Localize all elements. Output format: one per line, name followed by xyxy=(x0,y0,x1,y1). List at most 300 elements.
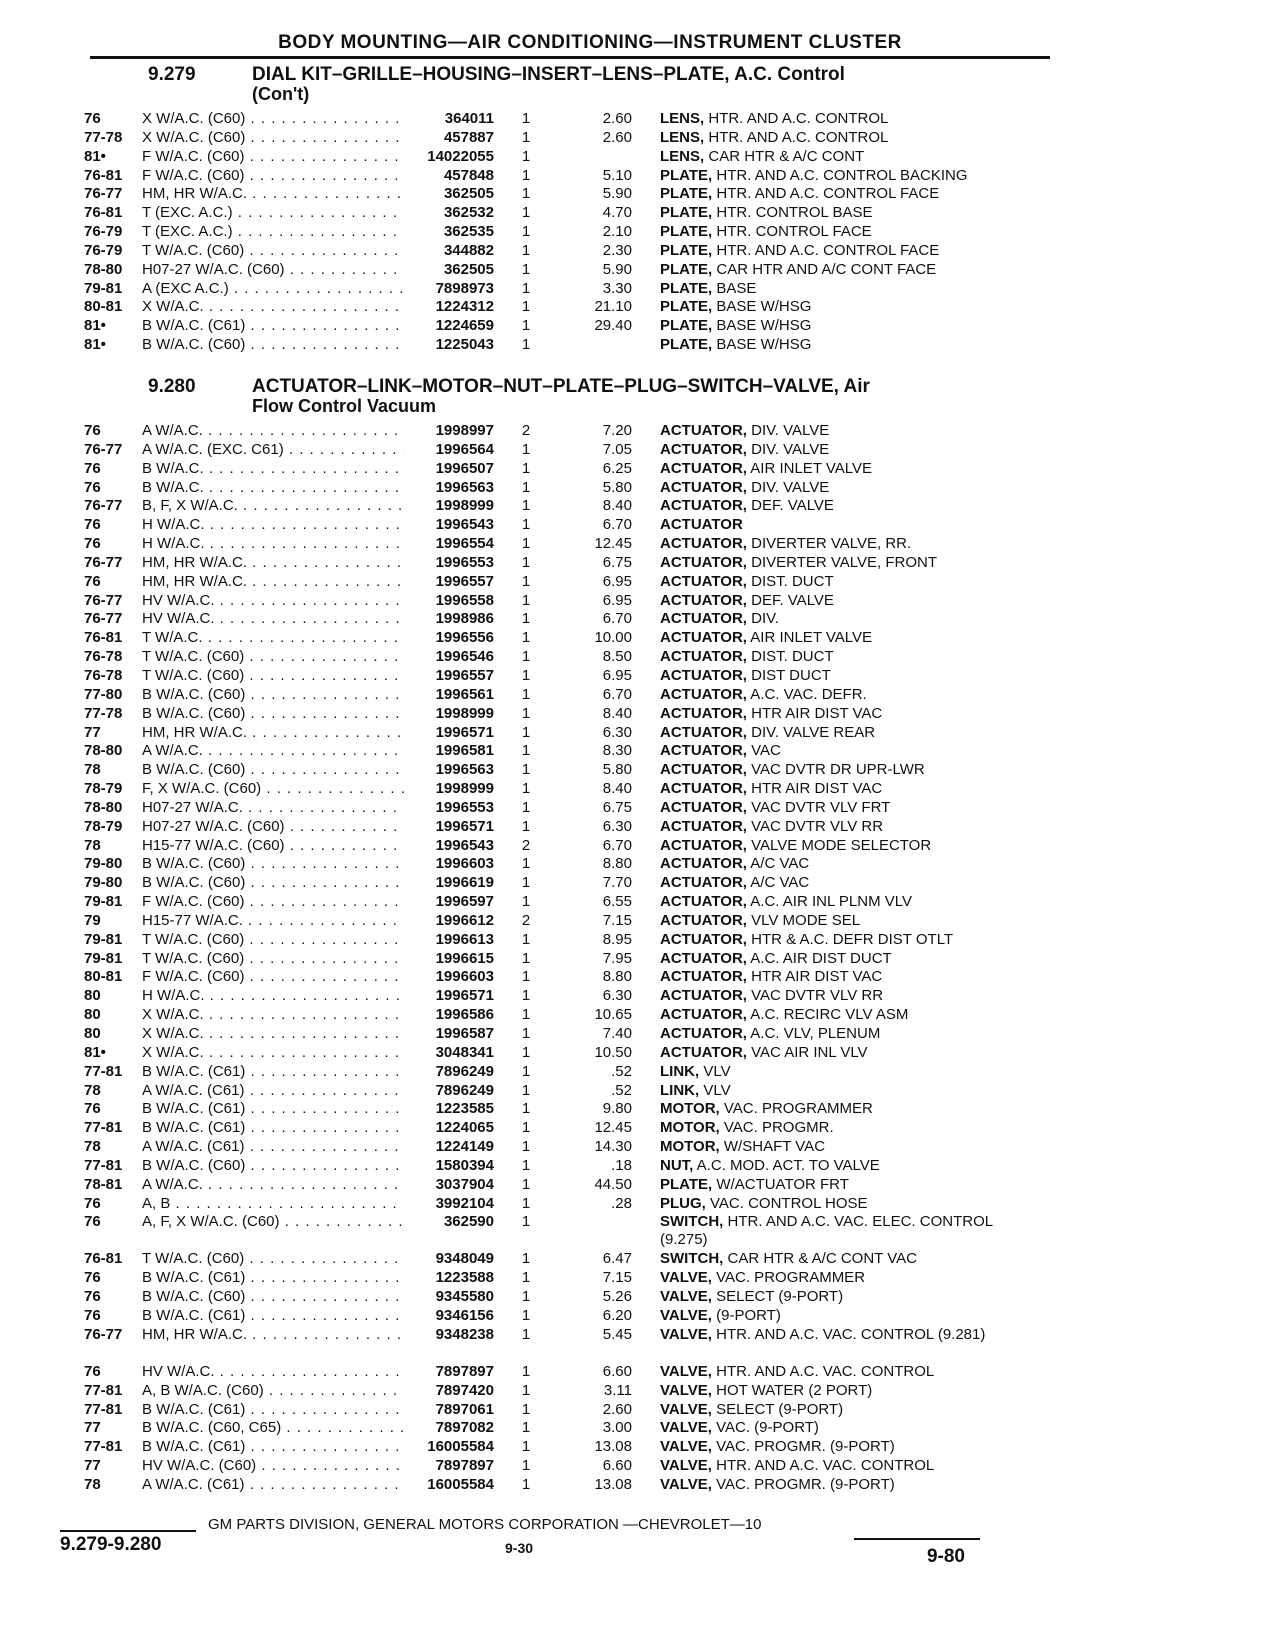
quantity: 1 xyxy=(521,110,531,127)
vehicle-application: T W/A.C. (C60) . . . xyxy=(142,648,487,666)
model-years: 76 xyxy=(84,1269,101,1287)
part-name-detail: HTR & A.C. DEFR DIST OTLT xyxy=(746,930,954,948)
part-number: 1996561 xyxy=(404,686,494,704)
part-name xyxy=(660,780,1040,798)
part-name-detail: VLV xyxy=(699,1081,731,1099)
model-years: 76-78 xyxy=(84,666,123,684)
quantity: 1 xyxy=(521,241,531,259)
part-name xyxy=(660,893,1040,911)
part-number: 1996613 xyxy=(404,931,494,949)
quantity: 1 xyxy=(521,1325,531,1343)
page-title: BODY MOUNTING—AIR CONDITIONING—INSTRUMENT CLUSTER xyxy=(278,32,902,53)
model-years: 77-81 xyxy=(84,1119,123,1137)
part-name xyxy=(660,761,1040,779)
model-years: 80 xyxy=(84,1006,101,1024)
part-row xyxy=(84,573,1044,592)
part-name xyxy=(660,629,1040,647)
vehicle-application: HM, HR W/A.C. . . . xyxy=(142,1326,487,1344)
model-years: 76-81 xyxy=(84,166,123,184)
quantity: 1 xyxy=(521,893,531,911)
part-number: 1996587 xyxy=(404,1025,494,1043)
quantity: 1 xyxy=(521,704,531,722)
price: 5.90 xyxy=(602,260,632,278)
part-number: 1996597 xyxy=(404,893,494,911)
quantity: 1 xyxy=(521,128,531,146)
quantity: 1 xyxy=(521,1438,531,1456)
model-years: 76 xyxy=(84,1288,101,1306)
vehicle-application: B W/A.C. (C61) . . . xyxy=(142,1269,487,1287)
part-number: 1998999 xyxy=(404,497,494,515)
part-name-item: ACTUATOR, xyxy=(660,572,747,590)
part-name-detail: HTR AIR DIST VAC xyxy=(746,968,883,986)
part-name-detail: VAC xyxy=(746,742,781,760)
part-name-detail: HTR. AND A.C. CONTROL xyxy=(704,110,889,127)
part-row xyxy=(84,968,1044,987)
part-row xyxy=(84,1326,1044,1363)
quantity: 1 xyxy=(521,147,531,165)
part-name-detail: HTR. CONTROL FACE xyxy=(712,223,872,241)
price: 5.45 xyxy=(602,1325,632,1343)
vehicle-application: HM, HR W/A.C. . . . xyxy=(142,554,487,572)
vehicle-application: B W/A.C. (C61) . . . xyxy=(142,1307,487,1325)
vehicle-application: X W/A.C. . . . xyxy=(142,1044,487,1062)
vehicle-application: T (EXC. A.C.) . . . xyxy=(142,204,487,222)
quantity: 1 xyxy=(521,204,531,222)
quantity: 2 xyxy=(521,422,531,439)
part-name xyxy=(660,1457,1040,1475)
part-name-item: ACTUATOR, xyxy=(660,591,747,609)
part-row xyxy=(84,592,1044,611)
quantity: 1 xyxy=(521,478,531,496)
part-row xyxy=(84,167,1044,186)
part-number: 362532 xyxy=(404,204,494,222)
part-name xyxy=(660,167,1040,185)
part-name-detail: VALVE MODE SELECTOR xyxy=(746,836,932,854)
part-name-item: MOTOR, xyxy=(660,1138,720,1156)
vehicle-application: B W/A.C. (C61) . . . xyxy=(142,1119,487,1137)
price: 2.60 xyxy=(602,128,632,146)
part-name xyxy=(660,573,1040,591)
part-name-detail: BASE xyxy=(712,279,757,297)
price: 5.90 xyxy=(602,185,632,203)
part-name-item: ACTUATOR, xyxy=(660,911,747,929)
price: 6.47 xyxy=(602,1250,632,1268)
price: 7.70 xyxy=(602,874,632,892)
part-name xyxy=(660,931,1040,949)
part-row xyxy=(84,1250,1044,1269)
vehicle-application: A, F, X W/A.C. (C60) . . . xyxy=(142,1213,487,1231)
part-number: 9345580 xyxy=(404,1288,494,1306)
price: .52 xyxy=(611,1062,632,1080)
part-name-detail: A/C VAC xyxy=(746,874,810,892)
part-name-item: PLATE, xyxy=(660,185,713,203)
part-name-detail: VAC. PROGMR. xyxy=(719,1119,834,1137)
part-number: 1996563 xyxy=(404,761,494,779)
part-name-item: PLATE, xyxy=(660,298,713,316)
part-name xyxy=(660,742,1040,760)
price: 8.50 xyxy=(602,648,632,666)
part-row xyxy=(84,148,1044,167)
part-name xyxy=(660,148,1040,166)
quantity: 1 xyxy=(521,298,531,316)
section-subtitle: (Con't) xyxy=(252,84,310,104)
model-years: 79-80 xyxy=(84,855,123,873)
vehicle-application: X W/A.C. . . . xyxy=(142,1025,487,1043)
model-years: 78-79 xyxy=(84,817,123,835)
part-name-item: VALVE, xyxy=(660,1362,712,1380)
part-row xyxy=(84,1119,1044,1138)
model-years: 76 xyxy=(84,572,101,590)
vehicle-application: H15-77 W/A.C. . . . xyxy=(142,912,487,930)
quantity: 1 xyxy=(521,761,531,779)
part-name xyxy=(660,1157,1040,1175)
part-name-detail: DIST. DUCT xyxy=(746,572,834,590)
part-row xyxy=(84,705,1044,724)
part-name xyxy=(660,1401,1040,1419)
part-name-detail: A.C. AIR DIST DUCT xyxy=(746,949,892,967)
part-name-detail: VAC. CONTROL HOSE xyxy=(705,1194,868,1212)
part-name xyxy=(660,837,1040,855)
part-name-item: ACTUATOR, xyxy=(660,553,747,571)
part-name-item: ACTUATOR, xyxy=(660,440,747,458)
part-row xyxy=(84,1457,1044,1476)
part-number: 3037904 xyxy=(404,1176,494,1194)
parts-list-9-280 xyxy=(84,422,1044,1495)
part-name-item: ACTUATOR, xyxy=(660,685,747,703)
part-name-item: VALVE, xyxy=(660,1438,712,1456)
vehicle-application: F W/A.C. (C60) . . . xyxy=(142,148,487,166)
part-row xyxy=(84,185,1044,204)
part-name-item: ACTUATOR, xyxy=(660,836,747,854)
quantity: 1 xyxy=(521,1194,531,1212)
part-name-detail: A.C. RECIRC VLV ASM xyxy=(746,1006,909,1024)
part-name-detail: VAC DVTR VLV RR xyxy=(746,987,884,1005)
quantity: 1 xyxy=(521,572,531,590)
part-number: 1996571 xyxy=(404,724,494,742)
quantity: 1 xyxy=(521,1156,531,1174)
model-years: 76 xyxy=(84,478,101,496)
part-name-detail: DIST. DUCT xyxy=(746,648,834,666)
quantity: 1 xyxy=(521,440,531,458)
part-name-item: PLATE, xyxy=(660,317,713,335)
part-row xyxy=(84,223,1044,242)
part-name-item: ACTUATOR, xyxy=(660,478,747,496)
part-row xyxy=(84,912,1044,931)
model-years: 76-77 xyxy=(84,610,123,628)
part-name-item: SWITCH, xyxy=(660,1250,724,1268)
part-row xyxy=(84,554,1044,573)
part-number: 1996571 xyxy=(404,987,494,1005)
part-name-item: ACTUATOR, xyxy=(660,817,747,835)
part-number: 364011 xyxy=(404,110,494,128)
price: 7.15 xyxy=(602,1269,632,1287)
part-name xyxy=(660,554,1040,572)
part-number: 362535 xyxy=(404,223,494,241)
model-years: 76 xyxy=(84,1362,101,1380)
part-name xyxy=(660,1063,1040,1081)
part-name xyxy=(660,799,1040,817)
part-name xyxy=(660,686,1040,704)
part-row xyxy=(84,1195,1044,1214)
vehicle-application: F W/A.C. (C60) . . . xyxy=(142,893,487,911)
quantity: 1 xyxy=(521,1250,531,1268)
model-years: 76 xyxy=(84,1306,101,1324)
part-name-detail: HTR. AND A.C. VAC. CONTROL xyxy=(711,1457,935,1475)
price: 12.45 xyxy=(594,535,632,553)
part-name xyxy=(660,204,1040,222)
part-row xyxy=(84,1476,1044,1495)
model-years: 80 xyxy=(84,987,101,1005)
part-name-detail: DIV. VALVE xyxy=(746,422,830,439)
part-name-detail: DIV. VALVE xyxy=(746,478,830,496)
price: 6.30 xyxy=(602,817,632,835)
quantity: 1 xyxy=(521,535,531,553)
model-years: 76-77 xyxy=(84,591,123,609)
model-years: 76 xyxy=(84,535,101,553)
part-number: 9348238 xyxy=(404,1326,494,1344)
model-years: 76 xyxy=(84,1194,101,1212)
part-name-detail: AIR INLET VALVE xyxy=(746,629,873,647)
price: 5.80 xyxy=(602,761,632,779)
part-name-item: ACTUATOR, xyxy=(660,535,747,553)
part-row xyxy=(84,1176,1044,1195)
part-name-detail: A.C. AIR INL PLNM VLV xyxy=(746,893,913,911)
price: 2.30 xyxy=(602,241,632,259)
model-years: 76-77 xyxy=(84,185,123,203)
part-row xyxy=(84,667,1044,686)
part-row xyxy=(84,1419,1044,1438)
price: 8.95 xyxy=(602,930,632,948)
vehicle-application: X W/A.C. (C60) . . . xyxy=(142,129,487,147)
footer-publisher: GM PARTS DIVISION, GENERAL MOTORS CORPORATION —CHEVROLET—10 xyxy=(208,1516,762,1533)
part-name-detail: W/ACTUATOR FRT xyxy=(712,1175,849,1193)
part-number: 1996553 xyxy=(404,799,494,817)
part-number: 1996554 xyxy=(404,535,494,553)
part-name xyxy=(660,1419,1040,1437)
part-row xyxy=(84,1100,1044,1119)
part-name xyxy=(660,422,1040,440)
price: 6.70 xyxy=(602,516,632,534)
part-number: 7896249 xyxy=(404,1063,494,1081)
part-number: 1996557 xyxy=(404,573,494,591)
quantity: 1 xyxy=(521,629,531,647)
part-row xyxy=(84,761,1044,780)
vehicle-application: F W/A.C. (C60) . . . xyxy=(142,167,487,185)
model-years: 77-81 xyxy=(84,1438,123,1456)
part-name-item: ACTUATOR, xyxy=(660,949,747,967)
quantity: 1 xyxy=(521,1175,531,1193)
part-name xyxy=(660,610,1040,628)
quantity: 1 xyxy=(521,780,531,798)
model-years: 78 xyxy=(84,1138,101,1156)
part-name-item: SWITCH, xyxy=(660,1213,724,1231)
quantity: 1 xyxy=(521,987,531,1005)
part-name-item: ACTUATOR, xyxy=(660,648,747,666)
part-name xyxy=(660,1195,1040,1213)
model-years: 78-80 xyxy=(84,798,123,816)
part-name-detail: HTR AIR DIST VAC xyxy=(746,780,883,798)
part-number: 362505 xyxy=(404,261,494,279)
part-row xyxy=(84,479,1044,498)
part-name-item: LENS, xyxy=(660,128,705,146)
price: 12.45 xyxy=(594,1119,632,1137)
part-name-detail: BASE W/HSG xyxy=(712,298,812,316)
vehicle-application: A W/A.C. . . . xyxy=(142,422,487,440)
price: 13.08 xyxy=(594,1438,632,1456)
model-years: 79-81 xyxy=(84,893,123,911)
vehicle-application: HM, HR W/A.C. . . . xyxy=(142,573,487,591)
part-name-item: VALVE, xyxy=(660,1475,712,1493)
part-name-detail: DIV. VALVE REAR xyxy=(746,723,876,741)
part-row xyxy=(84,1363,1044,1382)
part-name-detail: HOT WATER (2 PORT) xyxy=(711,1381,873,1399)
part-name-detail: VAC. PROGMR. (9-PORT) xyxy=(711,1438,895,1456)
quantity: 1 xyxy=(521,1457,531,1475)
part-number: 1998986 xyxy=(404,610,494,628)
page-header xyxy=(90,32,1050,59)
part-name-item: ACTUATOR, xyxy=(660,666,747,684)
part-name-detail: HTR. AND A.C. VAC. CONTROL xyxy=(711,1362,935,1380)
part-row xyxy=(84,1157,1044,1176)
price: 6.60 xyxy=(602,1362,632,1380)
part-row xyxy=(84,317,1044,336)
price: 3.00 xyxy=(602,1419,632,1437)
vehicle-application: B W/A.C. (C60) . . . xyxy=(142,705,487,723)
quantity: 1 xyxy=(521,817,531,835)
part-name xyxy=(660,1269,1040,1287)
part-name xyxy=(660,317,1040,335)
model-years: 81• xyxy=(84,1043,106,1061)
part-row xyxy=(84,724,1044,743)
part-row xyxy=(84,855,1044,874)
part-name-detail: BASE W/HSG xyxy=(712,317,812,335)
part-name-detail: VLV xyxy=(699,1062,731,1080)
part-name-item: ACTUATOR, xyxy=(660,610,747,628)
part-name xyxy=(660,818,1040,836)
part-row xyxy=(84,610,1044,629)
price: 8.40 xyxy=(602,780,632,798)
part-number: 16005584 xyxy=(404,1476,494,1494)
model-years: 76-81 xyxy=(84,1250,123,1268)
vehicle-application: B W/A.C. (C61) . . . xyxy=(142,1438,487,1456)
quantity: 1 xyxy=(521,1025,531,1042)
model-years: 76-78 xyxy=(84,648,123,666)
vehicle-application: B W/A.C. (C61) . . . xyxy=(142,1401,487,1419)
part-number: 1224312 xyxy=(404,298,494,316)
part-number: 1996603 xyxy=(404,855,494,873)
part-number: 16005584 xyxy=(404,1438,494,1456)
part-name-detail: VAC. (9-PORT) xyxy=(711,1419,819,1437)
vehicle-application: HV W/A.C. (C60) . . . xyxy=(142,1457,487,1475)
part-row xyxy=(84,1213,1044,1250)
vehicle-application: HM, HR W/A.C. . . . xyxy=(142,724,487,742)
model-years: 78 xyxy=(84,836,101,854)
model-years: 77-81 xyxy=(84,1062,123,1080)
part-name-detail: VAC AIR INL VLV xyxy=(746,1043,868,1061)
part-name-detail: DEF. VALVE xyxy=(746,497,834,515)
part-number: 7897420 xyxy=(404,1382,494,1400)
part-name-item: ACTUATOR, xyxy=(660,459,747,477)
vehicle-application: B W/A.C. (C60, C65) . . . xyxy=(142,1419,487,1437)
part-name-detail: VAC. PROGRAMMER xyxy=(711,1269,866,1287)
part-number: 1996543 xyxy=(404,837,494,855)
part-row xyxy=(84,686,1044,705)
quantity: 1 xyxy=(521,459,531,477)
price: 7.40 xyxy=(602,1025,632,1042)
part-name-item: PLATE, xyxy=(660,336,713,354)
section-number: 9.279 xyxy=(148,64,196,85)
part-number: 1223588 xyxy=(404,1269,494,1287)
quantity: 1 xyxy=(521,723,531,741)
part-row xyxy=(84,460,1044,479)
part-name xyxy=(660,1307,1040,1325)
part-name-item: ACTUATOR, xyxy=(660,968,747,986)
part-name xyxy=(660,1082,1040,1100)
quantity: 1 xyxy=(521,949,531,967)
part-number: 457887 xyxy=(404,129,494,147)
model-years: 80 xyxy=(84,1025,101,1042)
part-number: 1996612 xyxy=(404,912,494,930)
part-name-detail: CAR HTR & A/C CONT VAC xyxy=(723,1250,917,1268)
vehicle-application: A W/A.C. (EXC. C61) . . . xyxy=(142,441,487,459)
part-name-item: MOTOR, xyxy=(660,1100,720,1118)
part-name-detail: HTR. AND A.C. VAC. ELEC. CONTROL (9.275) xyxy=(660,1213,993,1249)
model-years: 78 xyxy=(84,1475,101,1493)
price: 2.60 xyxy=(602,1400,632,1418)
part-name xyxy=(660,185,1040,203)
quantity: 1 xyxy=(521,1081,531,1099)
vehicle-application: H07-27 W/A.C. (C60) . . . xyxy=(142,818,487,836)
part-name xyxy=(660,724,1040,742)
part-number: 1580394 xyxy=(404,1157,494,1175)
part-name xyxy=(660,261,1040,279)
vehicle-application: F W/A.C. (C60) . . . xyxy=(142,968,487,986)
quantity: 1 xyxy=(521,1100,531,1118)
part-name-detail: AIR INLET VALVE xyxy=(746,459,873,477)
price: 7.95 xyxy=(602,949,632,967)
vehicle-application: HV W/A.C. . . . xyxy=(142,610,487,628)
part-name-detail: SELECT (9-PORT) xyxy=(711,1288,844,1306)
model-years: 76 xyxy=(84,422,101,439)
vehicle-application: B W/A.C. (C60) . . . xyxy=(142,874,487,892)
part-number: 1996586 xyxy=(404,1006,494,1024)
vehicle-application: T W/A.C. (C60) . . . xyxy=(142,667,487,685)
part-name xyxy=(660,855,1040,873)
part-number: 9346156 xyxy=(404,1307,494,1325)
part-row xyxy=(84,742,1044,761)
part-name-detail: SELECT (9-PORT) xyxy=(711,1400,844,1418)
quantity: 2 xyxy=(521,911,531,929)
part-number: 1996543 xyxy=(404,516,494,534)
part-name-item: PLATE, xyxy=(660,223,713,241)
part-name-item: VALVE, xyxy=(660,1269,712,1287)
vehicle-application: X W/A.C. . . . xyxy=(142,1006,487,1024)
part-name-item: ACTUATOR, xyxy=(660,893,747,911)
quantity: 1 xyxy=(521,1306,531,1324)
part-row xyxy=(84,1288,1044,1307)
header-rule xyxy=(90,56,1050,59)
part-row xyxy=(84,950,1044,969)
model-years: 76-77 xyxy=(84,553,123,571)
price: 10.65 xyxy=(594,1006,632,1024)
part-name-item: VALVE, xyxy=(660,1457,712,1475)
part-name-detail: HTR. CONTROL BASE xyxy=(712,204,873,222)
part-row xyxy=(84,1082,1044,1101)
vehicle-application: HM, HR W/A.C. . . . xyxy=(142,185,487,203)
model-years: 76-81 xyxy=(84,629,123,647)
part-name xyxy=(660,1438,1040,1456)
quantity: 1 xyxy=(521,1138,531,1156)
